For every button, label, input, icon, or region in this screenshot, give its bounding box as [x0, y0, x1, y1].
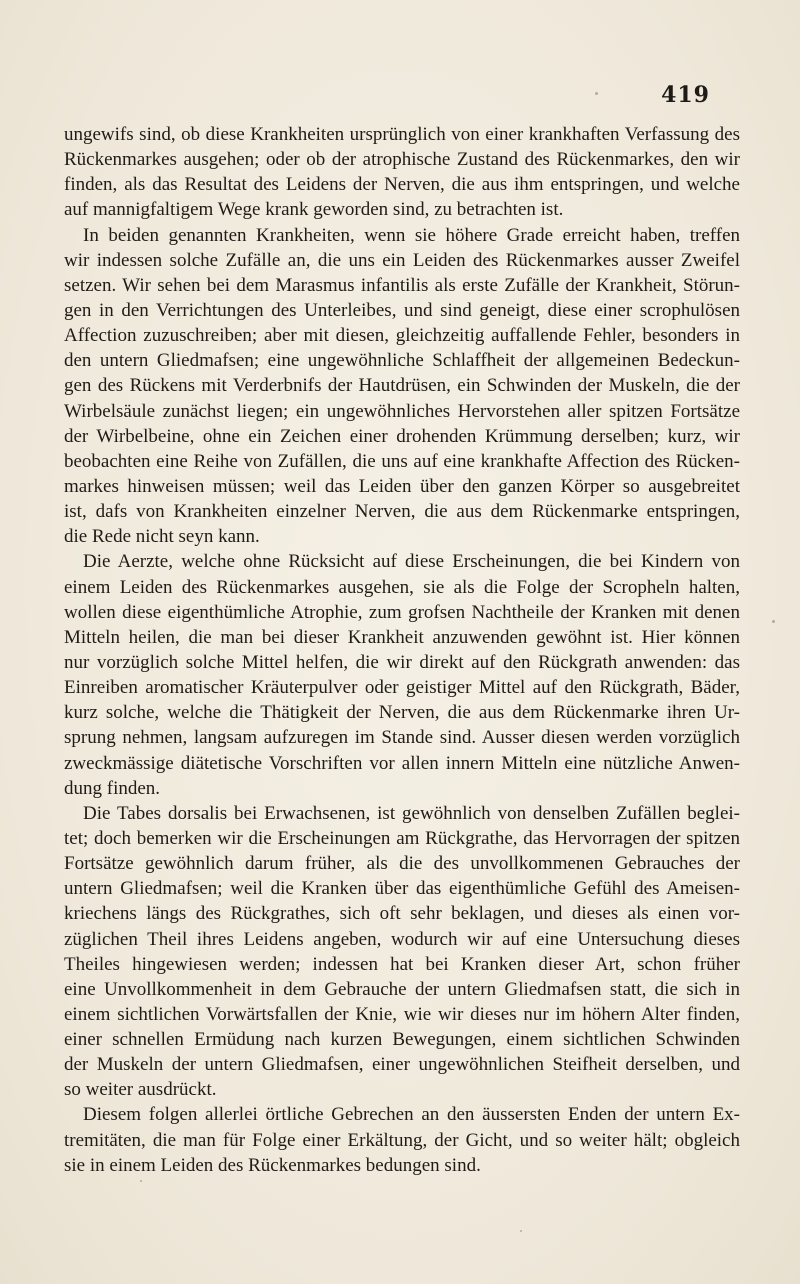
- text-line: der Wirbelbeine, ohne ein Zeichen einer drohenden Krümmung derselben; kurz, wir: [64, 425, 740, 447]
- text-line: markes hinweisen müssen; weil das Leiden über den ganzen Körper so ausgebreitet: [64, 475, 740, 497]
- text-line: beobachten eine Reihe von Zufällen, die uns auf eine krankhafte Affection des Rücken-: [64, 450, 740, 472]
- text-line: kriechens längs des Rückgrathes, sich oft sehr beklagen, und dieses als einen vor-: [64, 903, 740, 925]
- text-line: kurz solche, welche die Thätigkeit der Nerven, die aus dem Rückenmarke ihren Ur-: [64, 702, 740, 724]
- paragraph: [64, 549, 740, 800]
- text-line: einem Leiden des Rückenmarkes ausgehen, sie als die Folge der Scropheln halten,: [64, 576, 740, 598]
- paper-speck: [772, 620, 775, 623]
- text-line: Mitteln heilen, die man bei dieser Krankheit anzuwenden gewöhnt ist. Hier können: [64, 626, 740, 648]
- text-line: Die Aerzte, welche ohne Rücksicht auf diese Erscheinungen, die bei Kindern von: [83, 551, 740, 573]
- text-line: gen des Rückens mit Verderbnifs der Hautdrüsen, ein Schwinden der Muskeln, die der: [64, 375, 740, 397]
- text-line: der Muskeln der untern Gliedmafsen, einer ungewöhnlichen Steifheit derselben, und: [64, 1054, 740, 1076]
- text-line: zweckmässige diätetische Vorschriften vor allen innern Mitteln eine nützliche Anwen-: [64, 752, 740, 774]
- page-number: 419: [661, 82, 710, 108]
- text-line: Einreiben aromatischer Kräuterpulver oder geistiger Mittel auf den Rückgrath, Bäder,: [64, 677, 740, 699]
- text-line: sie in einem Leiden des Rückenmarkes bedungen sind.: [64, 1154, 481, 1176]
- text-line: dung finden.: [64, 777, 161, 799]
- text-line: züglichen Theil ihres Leidens angeben, wodurch wir auf eine Untersuchung dieses: [64, 928, 740, 950]
- text-line: Theiles hingewiesen werden; indessen hat bei Kranken dieser Art, schon früher: [64, 953, 740, 975]
- text-line: Rückenmarkes ausgehen; oder ob der atrophische Zustand des Rückenmarkes, den wir: [64, 149, 740, 171]
- body-text: [64, 122, 740, 1178]
- paper-speck: [595, 92, 598, 95]
- text-line: auf mannigfaltigem Wege krank geworden sind, zu betrachten ist.: [64, 199, 564, 221]
- text-line: so weiter ausdrückt.: [64, 1079, 217, 1101]
- text-line: den untern Gliedmafsen; eine ungewöhnliche Schlaffheit der allgemeinen Bedeckun-: [64, 350, 740, 372]
- text-line: sprung nehmen, langsam aufzuregen im Stande sind. Ausser diesen werden vorzüglich: [64, 727, 740, 749]
- text-line: finden, als das Resultat des Leidens der Nerven, die aus ihm entspringen, und welche: [64, 174, 740, 196]
- text-line: tet; doch bemerken wir die Erscheinungen am Rückgrathe, das Hervorragen der spitzen: [64, 827, 740, 849]
- text-line: die Rede nicht seyn kann.: [64, 526, 260, 548]
- text-line: eine Unvollkommenheit in dem Gebrauche der untern Gliedmafsen statt, die sich in: [64, 978, 740, 1000]
- text-line: einer schnellen Ermüdung nach kurzen Bewegungen, einem sichtlichen Schwinden: [64, 1029, 740, 1051]
- text-line: Diesem folgen allerlei örtliche Gebrechen an den äussersten Enden der untern Ex-: [83, 1104, 740, 1126]
- text-line: nur vorzüglich solche Mittel helfen, die wir direkt auf den Rückgrath anwenden: das: [64, 651, 740, 673]
- paragraph: [64, 223, 740, 550]
- text-line: gen in den Verrichtungen des Unterleibes, und sind geneigt, diese einer scrophulösen: [64, 299, 740, 321]
- paper-speck: [520, 1230, 522, 1232]
- text-line: untern Gliedmafsen; weil die Kranken über das eigenthümliche Gefühl des Ameisen-: [64, 878, 740, 900]
- text-line: Wirbelsäule zunächst liegen; ein ungewöhnliches Hervorstehen aller spitzen Fortsätze: [64, 400, 740, 422]
- paragraph: [64, 801, 740, 1103]
- text-line: tremitäten, die man für Folge einer Erkältung, der Gicht, und so weiter hält; obgleich: [64, 1129, 740, 1151]
- text-line: ungewifs sind, ob diese Krankheiten ursprünglich von einer krankhaften Verfassung des: [64, 124, 740, 145]
- text-line: wir indessen solche Zufälle an, die uns ein Leiden des Rückenmarkes ausser Zweifel: [64, 249, 740, 271]
- text-line: einem sichtlichen Vorwärtsfallen der Knie, wie wir dieses nur im höhern Alter finden,: [64, 1003, 740, 1025]
- text-line: ist, dafs von Krankheiten einzelner Nerven, die aus dem Rückenmarke entspringen,: [64, 501, 740, 523]
- paper-speck: [140, 1180, 142, 1182]
- text-line: Die Tabes dorsalis bei Erwachsenen, ist gewöhnlich von denselben Zufällen beglei-: [83, 802, 740, 824]
- text-line: Fortsätze gewöhnlich darum früher, als die des unvollkommenen Gebrauches der: [64, 853, 740, 875]
- text-line: Affection zuzuschreiben; aber mit diesen, gleichzeitig auffallende Fehler, besonders in: [64, 325, 740, 347]
- text-line: In beiden genannten Krankheiten, wenn sie höhere Grade erreicht haben, treffen: [83, 224, 740, 246]
- paragraph: [64, 122, 740, 223]
- paragraph: [64, 1102, 740, 1177]
- text-line: wollen diese eigenthümliche Atrophie, zum grofsen Nachtheile der Kranken mit denen: [64, 601, 740, 623]
- text-line: setzen. Wir sehen bei dem Marasmus infantilis als erste Zufälle der Krankheit, Störun-: [64, 274, 740, 296]
